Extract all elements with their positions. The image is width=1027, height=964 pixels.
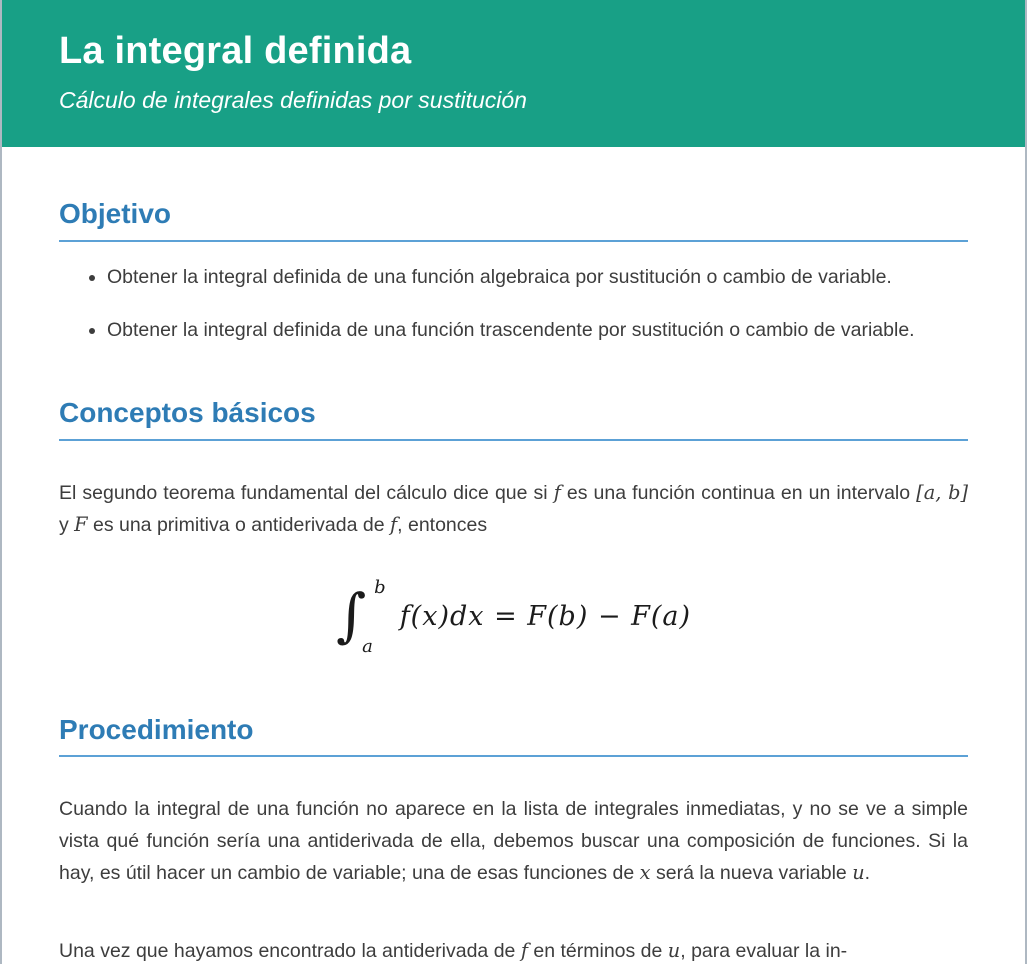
definite-integral (336, 577, 386, 657)
document-header (2, 0, 1025, 147)
page-subtitle: Cálculo de integrales definidas por sustitución (59, 86, 527, 113)
objetivo-bullet-list (59, 262, 968, 346)
section-conceptos-basicos (59, 398, 968, 663)
formula-expression: f(x)dx = F(b) − F(a) (399, 601, 692, 633)
paragraph-conceptos-intro: El segundo teorema fundamental del cálculo dice que si f es una función continua en un intervalo [a, b] y F es una primitiva o antiderivada de f, entonces (59, 480, 968, 536)
integral-sign: ∫ (335, 580, 367, 649)
display-formula-second-fundamental-theorem (59, 571, 968, 663)
integral-upper-limit: b (374, 576, 386, 598)
section-heading-procedimiento: Procedimiento (59, 715, 968, 758)
section-objetivo (59, 199, 968, 346)
paragraph-procedimiento-1: Cuando la integral de una función no aparece en la lista de integrales inmediatas, y no se ve a simple vista qué función sería una antiderivada de ella, debemos buscar una composición de funciones. Si la hay, es útil hacer un cambio de variable; una de esas funciones de x será la nueva variable u. (59, 798, 968, 885)
paragraph-procedimiento-2: Una vez que hayamos encontrado la antiderivada de f en términos de u, para evaluar la in- (59, 939, 848, 963)
section-heading-conceptos: Conceptos básicos (59, 398, 968, 441)
list-item: • Obtener la integral definida de una función algebraica por sustitución o cambio de variable. (107, 262, 968, 293)
list-item: • Obtener la integral definida de una función trascendente por sustitución o cambio de variable. (107, 315, 968, 346)
page-title: La integral definida (59, 30, 412, 72)
section-heading-objetivo: Objetivo (59, 199, 968, 242)
integral-limits (362, 576, 386, 657)
section-procedimiento (59, 715, 968, 964)
integral-lower-limit: a (362, 635, 373, 657)
document-content (2, 199, 1025, 964)
